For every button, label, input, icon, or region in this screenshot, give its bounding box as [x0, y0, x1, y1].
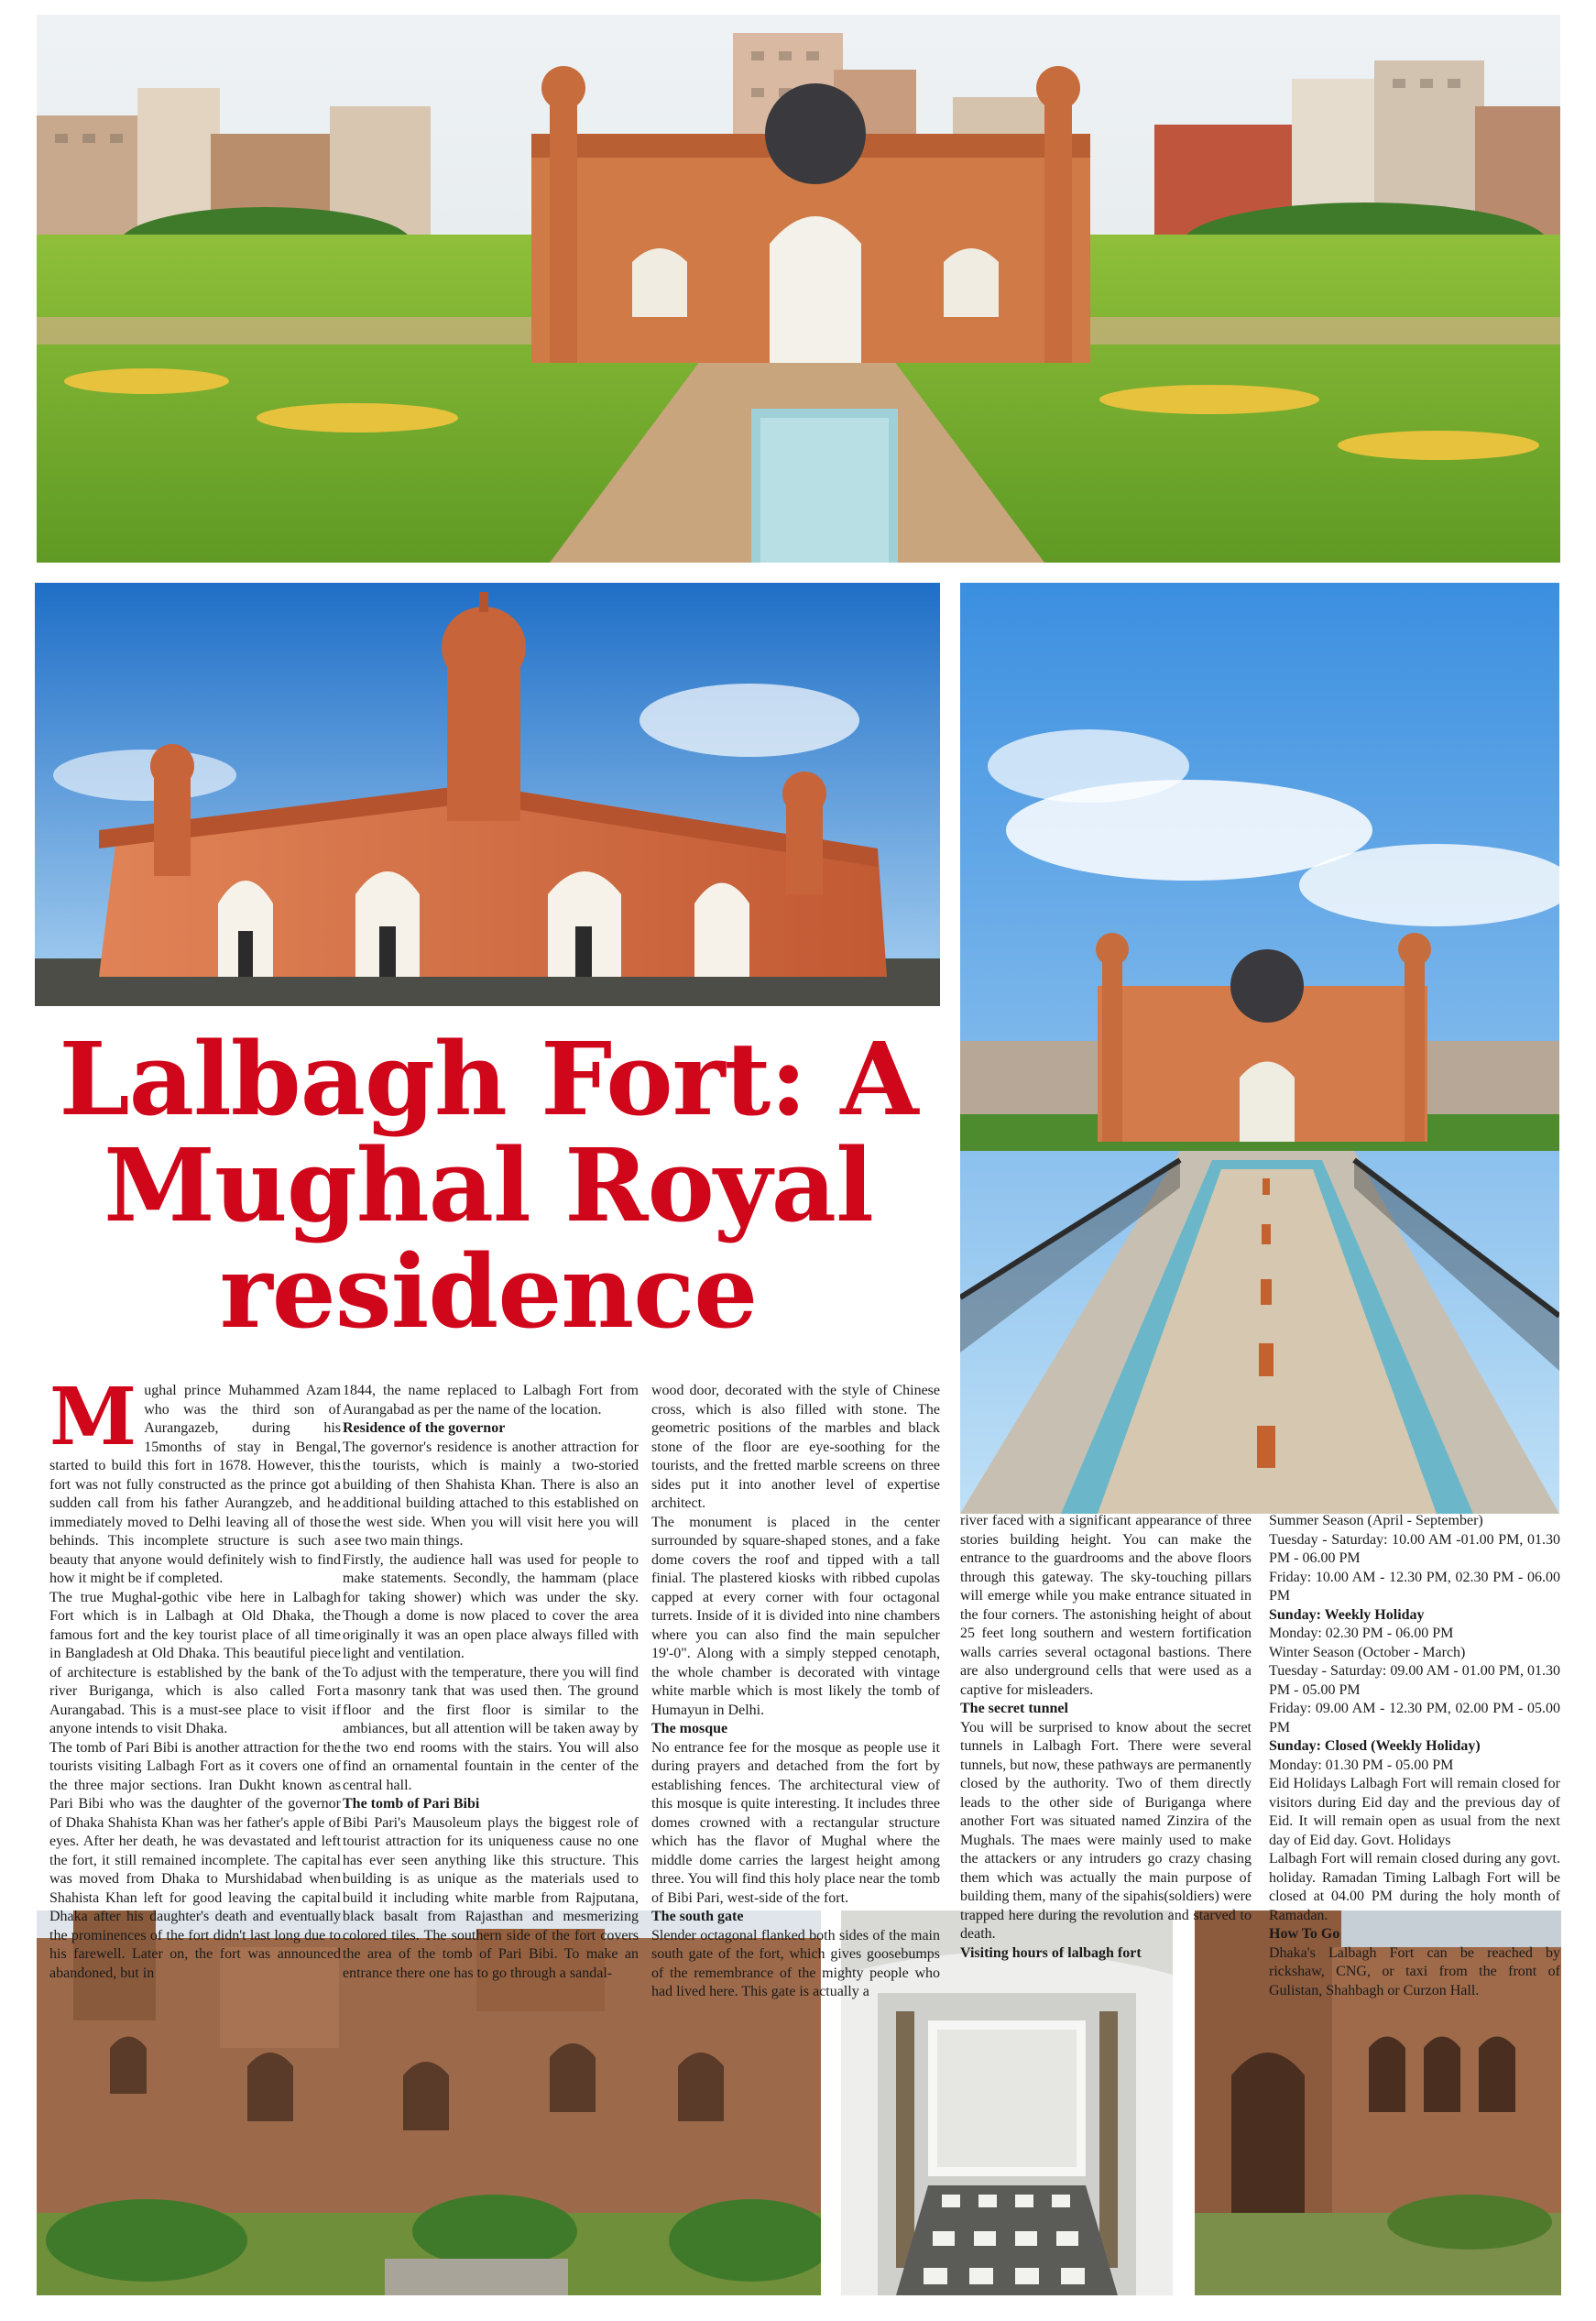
paragraph: Dhaka's Lalbagh Fort can be reached by rickshaw, CNG, or taxi from the front of Gulistan, Shahbagh or Curzon Hall.	[1269, 1944, 1560, 1998]
section-heading: The mosque	[651, 1721, 728, 1736]
paragraph: Friday: 09.00 AM - 12.30 PM, 02.00 PM - 05.00 PM	[1269, 1701, 1560, 1735]
article-column-5	[1269, 1512, 1560, 2000]
paragraph: river faced with a significant appearance of three stories building height. You can make the entrance to the guardrooms and the above floors through this gateway. The sky-touching pillars will emerge while you make entrance situated in the four corners. The astonishing height of about 25 feet long southern and western fortification walls carries several octagonal bastions. There are also underground cells that were used as a captive for misleaders.	[960, 1513, 1252, 1698]
paragraph: The true Mughal-gothic vibe here in Lalbagh Fort which is in Lalbagh at Old Dhaka, the famous fort and the key tourist place of all time in Bangladesh at Old Dhaka. This beautiful piece of architecture is established by the bank of the river Buriganga, which is also called Fort Aurangabad. This is a must-see place to visit if anyone intends to visit Dhaka.	[49, 1589, 341, 1736]
paragraph: Slender octagonal flanked both sides of the main south gate of the fort, which gives goosebumps of the remembrance of the mighty people who had lived here. This gate is actually a	[651, 1927, 940, 1999]
section-heading: Visiting hours of lalbagh fort	[960, 1944, 1142, 1961]
article-headline: Lalbagh Fort: A Mughal Royal residence	[59, 1020, 918, 1351]
section-heading: The tomb of Pari Bibi	[343, 1796, 480, 1812]
article-column-2	[343, 1382, 639, 1983]
paragraph: Tuesday - Saturday: 10.00 AM -01.00 PM, 01.30 PM - 06.00 PM	[1269, 1531, 1560, 1566]
fort-panorama-photo	[37, 15, 1560, 563]
section-heading: Residence of the governor	[343, 1420, 506, 1436]
section-heading: How To Go	[1269, 1926, 1340, 1942]
section-heading: The secret tunnel	[960, 1701, 1068, 1716]
photo-fort-garden-panorama	[37, 15, 1560, 563]
fort-pool-photo	[960, 583, 1559, 1514]
photo-fort-pool-walkway	[960, 583, 1559, 1514]
paragraph: Bibi Pari's Mausoleum plays the biggest role of tourist attraction for its uniqueness cause no one has ever seen anything like this structure. This building is as unique as the materials used to build it including white marble from Rajputana, black basalt from Rajasthan and mesmerizing colored tiles. The southern side of the fort covers the area of the tomb of Pari Bibi. To make an entrance there one has to go through a sandal-	[343, 1814, 639, 1981]
paragraph: Tuesday - Saturday: 09.00 AM - 01.00 PM, 01.30 PM - 05.00 PM	[1269, 1663, 1560, 1698]
paragraph: Summer Season (April - September)	[1269, 1513, 1483, 1528]
drop-cap: M	[49, 1371, 137, 1463]
paragraph: The tomb of Pari Bibi is another attraction for the tourists visiting Lalbagh Fort as it covers one of the three major sections. Iran Dukht known as Pari Bibi who was the daughter of the governor of Dhaka Shahista Khan was her father's apple of eyes. After her death, he was devastated and left the fort, it still remained incomplete. The capital was moved from Dhaka to Murshidabad when Shahista Khan left for good leaving the capital Dhaka after his daughter's death and eventually the prominences of the fort didn't last long due to his farewell. Later on, the fort was announced abandoned, but in	[49, 1739, 341, 1981]
paragraph: wood door, decorated with the style of Chinese cross, which is also filled with stone. The geometric positions of the marbles and black stone of the floor are eye-soothing for the tourists, and the fretted marble screens on three sides put it into another level of expertise architect.	[651, 1383, 940, 1511]
paragraph: Friday: 10.00 AM - 12.30 PM, 02.30 PM - 06.00 PM	[1269, 1569, 1560, 1604]
paragraph: ughal prince Muhammed Azam who was the third son of Aurangazeb, during his 15months of stay in Bengal, started to build this fort in 1678. However, this fort was not fully constructed as the prince got a sudden call from his father Aurangzeb, and he immediately moved to Delhi leaving all of those behinds. This incomplete structure is such a beauty that anyone would definitely wish to find how it might be if completed.	[49, 1383, 341, 1586]
paragraph: Monday: 02.30 PM - 06.00 PM	[1269, 1626, 1454, 1641]
paragraph: 1844, the name replaced to Lalbagh Fort from Aurangabad as per the name of the location.	[343, 1383, 639, 1418]
paragraph: Eid Holidays Lalbagh Fort will remain closed for visitors during Eid day and the previous day of Eid. It will remain open as usual from the next day of Eid day. Govt. Holidays	[1269, 1776, 1560, 1848]
paragraph: Lalbagh Fort will remain closed during any govt. holiday. Ramadan Timing Lalbagh Fort will be closed at 04.00 PM during the holy month of Ramadan.	[1269, 1851, 1560, 1923]
section-heading: Sunday: Closed (Weekly Holiday)	[1269, 1738, 1481, 1754]
photo-red-mausoleum	[35, 583, 940, 1006]
section-heading: Sunday: Weekly Holiday	[1269, 1606, 1425, 1623]
paragraph: Monday: 01.30 PM - 05.00 PM	[1269, 1757, 1454, 1773]
section-heading: The south gate	[651, 1909, 744, 1924]
article-column-1	[49, 1371, 341, 1983]
paragraph: Winter Season (October - March)	[1269, 1644, 1466, 1660]
paragraph: To adjust with the temperature, there you will find a masonry tank that was used then. The ground floor and the first floor is similar to the ambiances, but all attention will be taken away by the two end rooms with the stairs. You will also find an ornamental fountain in the center of the central hall.	[343, 1664, 639, 1793]
paragraph: You will be surprised to know about the secret tunnels in Lalbagh Fort. There were several tunnels, but now, these pathways are permanently closed by the authority. Two of them directly leads to the other side of Buriganga where another Fort was situated named Zinzira of the Mughals. The maes were mainly used to make the attackers or any intruders go crazy chasing them which was actually the main purpose of building them, many of the sipahis(soldiers) were trapped here during the revolution and starved to death.	[960, 1719, 1252, 1942]
article-column-4	[960, 1512, 1252, 1963]
paragraph: The governor's residence is another attraction for the tourists, which is mainly a two-storied building of then Shahista Khan. There is also an additional building attached to this established on the west side. When you will visit here you will see two main things.	[343, 1439, 639, 1549]
article-column-3	[651, 1382, 940, 2002]
mausoleum-photo	[35, 583, 940, 1006]
paragraph: No entrance fee for the mosque as people use it during prayers and detached from the fort by establishing fences. The architectural view of this mosque is quite interesting. It includes three domes crowned with a rectangular structure which has the flavor of Mughal where the middle dome carries the largest height among three. You will find this holy place near the tomb of Bibi Pari, west-side of the fort.	[651, 1739, 940, 1906]
paragraph: Firstly, the audience hall was used for people to make statements. Secondly, the hammam (place for taking shower) which was under the sky. Though a dome is now placed to cover the area originally it was an open place always filled with light and ventilation.	[343, 1551, 639, 1661]
paragraph: The monument is placed in the center surrounded by square-shaped stones, and a fake dome covers the roof and tipped with a tall finial. The plastered kiosks with ribbed cupolas capped at every corner with four octagonal turrets. Inside of it is divided into nine chambers where you can also find the main sepulcher 19'-0". Along with a simply stepped cenotaph, the whole chamber is decorated with vintage white marble which is most likely the tomb of Humayun in Delhi.	[651, 1514, 940, 1718]
